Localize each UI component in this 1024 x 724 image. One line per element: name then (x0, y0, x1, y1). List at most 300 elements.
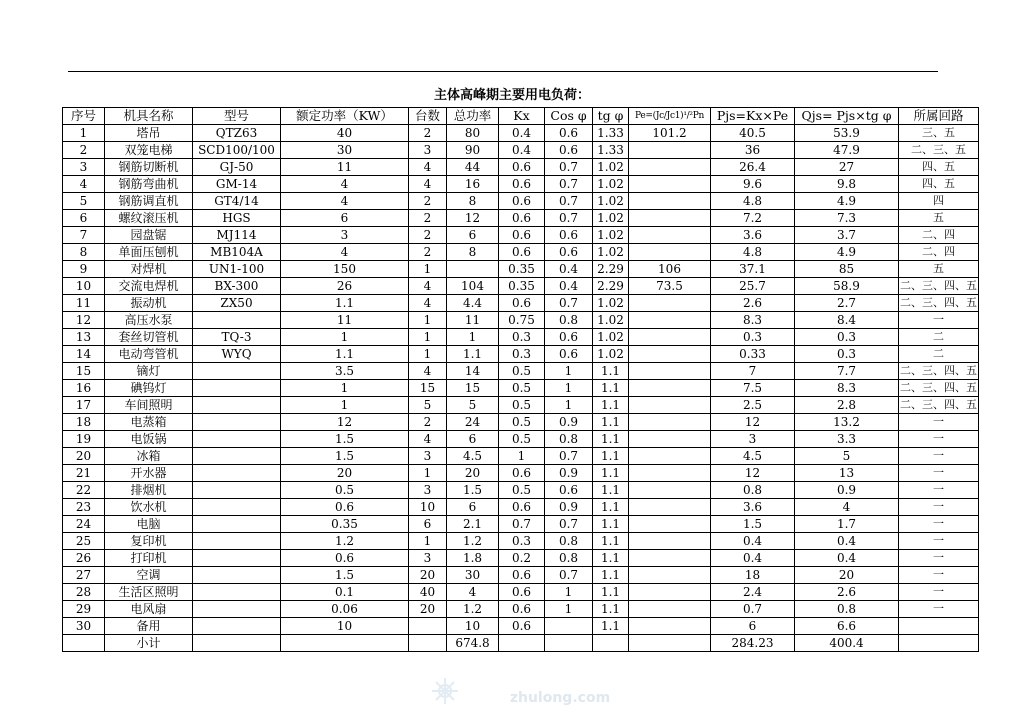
cell-index: 3 (63, 159, 105, 176)
cell-pjs: 8.3 (711, 312, 795, 329)
cell-loop: 一 (899, 584, 979, 601)
cell-index: 6 (63, 210, 105, 227)
cell-pe (629, 431, 711, 448)
cell-tg: 1.02 (593, 159, 629, 176)
cell-kx (499, 635, 545, 652)
cell-loop: 一 (899, 465, 979, 482)
cell-tg: 1.1 (593, 380, 629, 397)
table-row (63, 414, 979, 431)
cell-rated-power: 1.2 (281, 533, 409, 550)
table-row (63, 567, 979, 584)
cell-total-power: 15 (447, 380, 499, 397)
cell-pe (629, 227, 711, 244)
cell-index: 12 (63, 312, 105, 329)
cell-tg: 1.02 (593, 329, 629, 346)
cell-name: 对焊机 (105, 261, 193, 278)
cell-rated-power (281, 635, 409, 652)
cell-total-power: 30 (447, 567, 499, 584)
cell-pe (629, 482, 711, 499)
cell-qjs: 0.4 (795, 550, 899, 567)
cell-qjs: 13 (795, 465, 899, 482)
cell-rated-power: 3.5 (281, 363, 409, 380)
cell-loop: 一 (899, 431, 979, 448)
cell-qjs: 2.8 (795, 397, 899, 414)
table-row (63, 635, 979, 652)
cell-count: 4 (409, 363, 447, 380)
cell-rated-power: 0.1 (281, 584, 409, 601)
cell-total-power: 8 (447, 244, 499, 261)
cell-kx: 0.35 (499, 261, 545, 278)
cell-total-power: 90 (447, 142, 499, 159)
cell-kx: 0.35 (499, 278, 545, 295)
cell-total-power: 1 (447, 329, 499, 346)
cell-cos (545, 635, 593, 652)
cell-index: 22 (63, 482, 105, 499)
cell-pjs: 2.4 (711, 584, 795, 601)
col-header-index: 序号 (63, 108, 105, 125)
cell-index: 27 (63, 567, 105, 584)
col-header-cos: Cos φ (545, 108, 593, 125)
cell-qjs: 2.7 (795, 295, 899, 312)
cell-pjs: 4.8 (711, 244, 795, 261)
cell-loop: 一 (899, 550, 979, 567)
cell-rated-power: 1.5 (281, 448, 409, 465)
cell-rated-power: 30 (281, 142, 409, 159)
cell-cos: 0.7 (545, 193, 593, 210)
cell-loop: 二、三、四、五 (899, 363, 979, 380)
table-row (63, 261, 979, 278)
cell-total-power: 2.1 (447, 516, 499, 533)
cell-cos: 0.7 (545, 176, 593, 193)
cell-pe (629, 363, 711, 380)
cell-rated-power: 1.1 (281, 295, 409, 312)
cell-pjs: 4.5 (711, 448, 795, 465)
cell-count: 4 (409, 295, 447, 312)
cell-kx: 0.5 (499, 482, 545, 499)
cell-tg: 1.02 (593, 346, 629, 363)
cell-name: 套丝切管机 (105, 329, 193, 346)
cell-index: 4 (63, 176, 105, 193)
cell-qjs: 7.7 (795, 363, 899, 380)
cell-qjs: 4.9 (795, 244, 899, 261)
cell-rated-power: 0.35 (281, 516, 409, 533)
cell-loop: 二、三、四、五 (899, 397, 979, 414)
cell-kx: 0.6 (499, 193, 545, 210)
cell-model (193, 431, 281, 448)
cell-qjs: 4.9 (795, 193, 899, 210)
cell-pe (629, 584, 711, 601)
cell-name: 螺纹滚压机 (105, 210, 193, 227)
cell-pe (629, 397, 711, 414)
cell-tg: 1.1 (593, 397, 629, 414)
cell-pe (629, 346, 711, 363)
cell-pjs: 3 (711, 431, 795, 448)
cell-model (193, 482, 281, 499)
cell-tg: 1.1 (593, 363, 629, 380)
cell-kx: 0.6 (499, 567, 545, 584)
table-row (63, 176, 979, 193)
cell-index: 2 (63, 142, 105, 159)
cell-count: 3 (409, 550, 447, 567)
cell-total-power: 11 (447, 312, 499, 329)
table-row (63, 448, 979, 465)
cell-rated-power: 4 (281, 193, 409, 210)
cell-model: ZX50 (193, 295, 281, 312)
cell-rated-power: 4 (281, 176, 409, 193)
cell-model: TQ-3 (193, 329, 281, 346)
cell-index: 29 (63, 601, 105, 618)
cell-pe (629, 448, 711, 465)
cell-kx: 0.6 (499, 295, 545, 312)
cell-pjs: 2.6 (711, 295, 795, 312)
cell-index (63, 635, 105, 652)
cell-index: 26 (63, 550, 105, 567)
cell-count: 4 (409, 159, 447, 176)
cell-rated-power: 150 (281, 261, 409, 278)
cell-count: 4 (409, 176, 447, 193)
table-row (63, 244, 979, 261)
cell-total-power: 6 (447, 499, 499, 516)
cell-name: 钢筋弯曲机 (105, 176, 193, 193)
cell-cos: 0.6 (545, 142, 593, 159)
cell-total-power: 1.1 (447, 346, 499, 363)
cell-name: 碘钨灯 (105, 380, 193, 397)
cell-tg: 1.1 (593, 533, 629, 550)
cell-total-power: 4 (447, 584, 499, 601)
cell-cos: 0.4 (545, 261, 593, 278)
cell-model: HGS (193, 210, 281, 227)
cell-cos: 1 (545, 584, 593, 601)
cell-name: 电脑 (105, 516, 193, 533)
cell-tg: 1.02 (593, 176, 629, 193)
cell-qjs: 0.8 (795, 601, 899, 618)
cell-name: 振动机 (105, 295, 193, 312)
cell-cos: 1 (545, 380, 593, 397)
cell-rated-power: 4 (281, 244, 409, 261)
cell-qjs: 5 (795, 448, 899, 465)
cell-model: MJ114 (193, 227, 281, 244)
col-header-loop: 所属回路 (899, 108, 979, 125)
cell-cos (545, 618, 593, 635)
cell-kx: 0.4 (499, 125, 545, 142)
cell-model: GJ-50 (193, 159, 281, 176)
cell-qjs: 2.6 (795, 584, 899, 601)
cell-pe (629, 635, 711, 652)
cell-index: 13 (63, 329, 105, 346)
cell-cos: 0.6 (545, 125, 593, 142)
cell-loop: 五 (899, 261, 979, 278)
cell-rated-power: 20 (281, 465, 409, 482)
cell-model (193, 499, 281, 516)
cell-tg: 1.02 (593, 312, 629, 329)
cell-name: 复印机 (105, 533, 193, 550)
cell-total-power: 10 (447, 618, 499, 635)
cell-cos: 0.8 (545, 533, 593, 550)
cell-cos: 0.9 (545, 499, 593, 516)
col-header-model: 型号 (193, 108, 281, 125)
cell-index: 15 (63, 363, 105, 380)
cell-index: 16 (63, 380, 105, 397)
table-row (63, 227, 979, 244)
cell-total-power: 16 (447, 176, 499, 193)
cell-index: 30 (63, 618, 105, 635)
table-row (63, 516, 979, 533)
cell-qjs: 3.3 (795, 431, 899, 448)
cell-kx: 0.6 (499, 159, 545, 176)
cell-model (193, 567, 281, 584)
cell-loop: 一 (899, 414, 979, 431)
cell-pjs: 7.5 (711, 380, 795, 397)
cell-index: 28 (63, 584, 105, 601)
watermark-logo-icon (430, 676, 460, 706)
cell-loop: 一 (899, 601, 979, 618)
cell-total-power: 24 (447, 414, 499, 431)
cell-pjs: 7.2 (711, 210, 795, 227)
cell-kx: 0.6 (499, 499, 545, 516)
cell-count: 4 (409, 278, 447, 295)
cell-count: 2 (409, 227, 447, 244)
cell-rated-power: 6 (281, 210, 409, 227)
cell-name: 高压水泵 (105, 312, 193, 329)
cell-loop: 五 (899, 210, 979, 227)
table-row (63, 363, 979, 380)
table-row (63, 431, 979, 448)
load-table (62, 107, 979, 652)
cell-pe (629, 550, 711, 567)
cell-cos: 1 (545, 397, 593, 414)
cell-pe (629, 380, 711, 397)
cell-model: GM-14 (193, 176, 281, 193)
cell-kx: 0.7 (499, 516, 545, 533)
cell-name: 开水器 (105, 465, 193, 482)
cell-index: 9 (63, 261, 105, 278)
cell-pjs: 12 (711, 465, 795, 482)
table-row (63, 482, 979, 499)
cell-name: 打印机 (105, 550, 193, 567)
cell-tg: 1.1 (593, 482, 629, 499)
cell-index: 24 (63, 516, 105, 533)
cell-tg: 1.1 (593, 618, 629, 635)
cell-model (193, 516, 281, 533)
cell-name: 空调 (105, 567, 193, 584)
cell-loop: 二、四 (899, 227, 979, 244)
cell-tg: 1.33 (593, 142, 629, 159)
cell-model (193, 533, 281, 550)
cell-cos: 0.9 (545, 465, 593, 482)
cell-kx: 0.2 (499, 550, 545, 567)
cell-model (193, 584, 281, 601)
cell-pe (629, 499, 711, 516)
cell-tg: 1.02 (593, 193, 629, 210)
cell-tg: 1.1 (593, 499, 629, 516)
col-header-count: 台数 (409, 108, 447, 125)
table-row (63, 295, 979, 312)
cell-index: 14 (63, 346, 105, 363)
cell-name: 双笼电梯 (105, 142, 193, 159)
cell-count: 3 (409, 448, 447, 465)
cell-loop: 二、四 (899, 244, 979, 261)
cell-rated-power: 1.1 (281, 346, 409, 363)
cell-name: 车间照明 (105, 397, 193, 414)
table-row (63, 380, 979, 397)
cell-name: 单面压刨机 (105, 244, 193, 261)
cell-tg: 2.29 (593, 261, 629, 278)
cell-count: 3 (409, 482, 447, 499)
cell-index: 5 (63, 193, 105, 210)
header-rule (68, 71, 938, 72)
cell-rated-power: 0.06 (281, 601, 409, 618)
cell-model (193, 397, 281, 414)
cell-count: 10 (409, 499, 447, 516)
cell-index: 17 (63, 397, 105, 414)
cell-cos: 0.6 (545, 329, 593, 346)
page-title: 主体高峰期主要用电负荷： (433, 88, 590, 103)
cell-pe (629, 414, 711, 431)
table-row (63, 533, 979, 550)
cell-qjs: 13.2 (795, 414, 899, 431)
cell-name: 钢筋切断机 (105, 159, 193, 176)
cell-cos: 0.7 (545, 210, 593, 227)
cell-tg: 1.1 (593, 448, 629, 465)
table-row (63, 465, 979, 482)
col-header-kx: Kx (499, 108, 545, 125)
table-row (63, 550, 979, 567)
table-row (63, 618, 979, 635)
cell-pe: 73.5 (629, 278, 711, 295)
cell-pe (629, 601, 711, 618)
cell-model (193, 465, 281, 482)
cell-total-power: 104 (447, 278, 499, 295)
cell-kx: 0.6 (499, 465, 545, 482)
cell-name: 电风扇 (105, 601, 193, 618)
cell-index: 20 (63, 448, 105, 465)
cell-qjs: 20 (795, 567, 899, 584)
cell-index: 18 (63, 414, 105, 431)
cell-qjs: 400.4 (795, 635, 899, 652)
cell-loop: 二、三、四、五 (899, 278, 979, 295)
table-row (63, 312, 979, 329)
cell-model: GT4/14 (193, 193, 281, 210)
cell-loop: 一 (899, 533, 979, 550)
cell-pjs: 2.5 (711, 397, 795, 414)
cell-total-power: 14 (447, 363, 499, 380)
cell-loop (899, 618, 979, 635)
cell-qjs: 0.3 (795, 329, 899, 346)
cell-model: BX-300 (193, 278, 281, 295)
cell-kx: 0.3 (499, 533, 545, 550)
cell-pe (629, 176, 711, 193)
cell-loop: 四、五 (899, 176, 979, 193)
table-row (63, 584, 979, 601)
cell-pjs: 0.7 (711, 601, 795, 618)
cell-total-power: 1.2 (447, 533, 499, 550)
cell-qjs: 85 (795, 261, 899, 278)
cell-total-power: 20 (447, 465, 499, 482)
cell-pe (629, 465, 711, 482)
cell-pe (629, 618, 711, 635)
cell-qjs: 47.9 (795, 142, 899, 159)
table-row (63, 125, 979, 142)
watermark-text: zhulong.com (509, 690, 611, 706)
cell-cos: 0.7 (545, 516, 593, 533)
cell-qjs: 0.9 (795, 482, 899, 499)
cell-kx: 0.5 (499, 414, 545, 431)
cell-pe (629, 142, 711, 159)
cell-kx: 0.5 (499, 380, 545, 397)
cell-pjs: 7 (711, 363, 795, 380)
cell-qjs: 4 (795, 499, 899, 516)
cell-qjs: 0.4 (795, 533, 899, 550)
cell-tg: 1.02 (593, 227, 629, 244)
cell-model: WYQ (193, 346, 281, 363)
cell-tg: 1.1 (593, 567, 629, 584)
cell-total-power: 80 (447, 125, 499, 142)
cell-loop: 二、三、四、五 (899, 295, 979, 312)
cell-cos: 0.7 (545, 159, 593, 176)
cell-pjs: 4.8 (711, 193, 795, 210)
table-row (63, 210, 979, 227)
cell-loop: 一 (899, 516, 979, 533)
cell-tg (593, 635, 629, 652)
cell-total-power: 8 (447, 193, 499, 210)
cell-index: 25 (63, 533, 105, 550)
cell-pe (629, 516, 711, 533)
cell-name: 塔吊 (105, 125, 193, 142)
cell-count: 2 (409, 414, 447, 431)
cell-model: QTZ63 (193, 125, 281, 142)
cell-count: 1 (409, 261, 447, 278)
cell-count: 2 (409, 210, 447, 227)
cell-pe: 101.2 (629, 125, 711, 142)
cell-loop: 三、五 (899, 125, 979, 142)
cell-pjs: 9.6 (711, 176, 795, 193)
cell-name: 生活区照明 (105, 584, 193, 601)
cell-kx: 0.6 (499, 227, 545, 244)
cell-rated-power: 1.5 (281, 431, 409, 448)
cell-kx: 0.75 (499, 312, 545, 329)
cell-rated-power: 40 (281, 125, 409, 142)
cell-count: 2 (409, 193, 447, 210)
cell-index: 19 (63, 431, 105, 448)
cell-cos: 0.7 (545, 295, 593, 312)
table-row (63, 499, 979, 516)
cell-loop: 四 (899, 193, 979, 210)
cell-loop: 一 (899, 567, 979, 584)
cell-pjs: 0.4 (711, 533, 795, 550)
cell-total-power: 6 (447, 227, 499, 244)
cell-tg: 1.1 (593, 431, 629, 448)
cell-loop (899, 635, 979, 652)
cell-pjs: 25.7 (711, 278, 795, 295)
cell-pjs: 12 (711, 414, 795, 431)
cell-tg: 1.1 (593, 414, 629, 431)
cell-rated-power: 11 (281, 312, 409, 329)
cell-cos: 0.7 (545, 448, 593, 465)
cell-loop: 二、三、五 (899, 142, 979, 159)
cell-count: 20 (409, 601, 447, 618)
col-header-name: 机具名称 (105, 108, 193, 125)
cell-loop: 一 (899, 482, 979, 499)
table-row (63, 142, 979, 159)
cell-count: 5 (409, 397, 447, 414)
cell-pjs: 284.23 (711, 635, 795, 652)
cell-tg: 1.02 (593, 210, 629, 227)
cell-cos: 0.8 (545, 550, 593, 567)
cell-pjs: 26.4 (711, 159, 795, 176)
cell-total-power: 12 (447, 210, 499, 227)
cell-pe (629, 193, 711, 210)
cell-index: 21 (63, 465, 105, 482)
